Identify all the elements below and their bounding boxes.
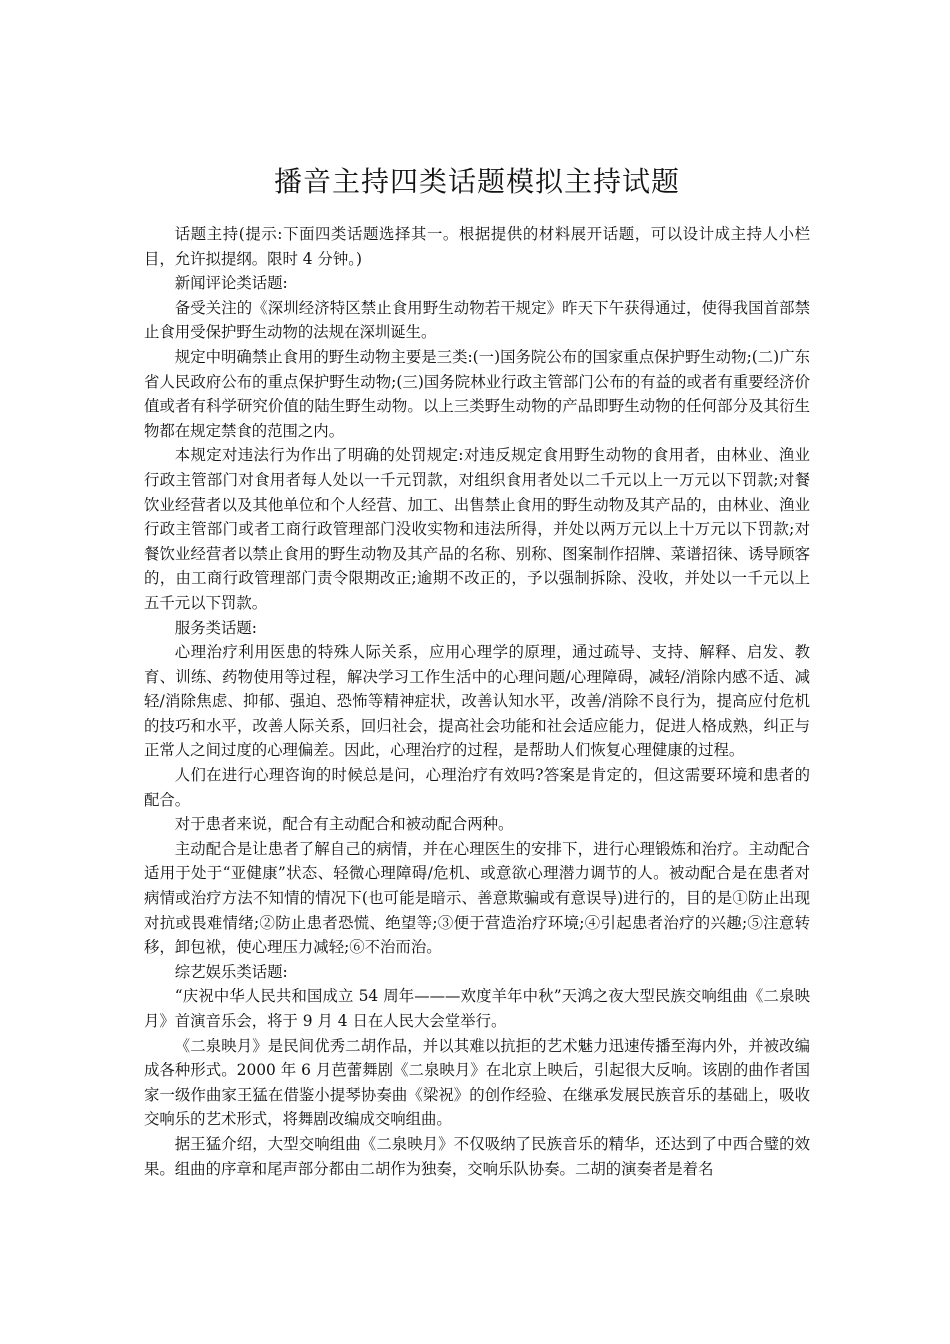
paragraph-service-therapy: 心理治疗利用医患的特殊人际关系，应用心理学的原理，通过疏导、支持、解释、启发、教育、训练、药物使用等过程，解决学习工作生活中的心理问题/心理障碍，减轻/消除内感不适、减轻/消除焦虑、抑郁、强迫、恐怖等精神症状，改善认知水平，改善/消除不良行为，提高应付危机的技巧和水平，改善人际关系，回归社会，提高社会功能和社会适应能力，促进人格成熟，纠正与正常人之间过度的心理偏差。因此，心理治疗的过程，是帮助人们恢复心理健康的过程。	[144, 643, 810, 760]
paragraph-service-cooperation: 对于患者来说，配合有主动配合和被动配合两种。	[174, 815, 514, 834]
paragraph-variety-concert: “庆祝中华人民共和国成立 54 周年———欢度羊年中秋”天鸿之夜大型民族交响组曲《二泉映月》首演音乐会，将于 9 月 4 日在人民大会堂举行。	[144, 987, 810, 1030]
paragraph-news-penalties: 本规定对违法行为作出了明确的处罚规定:对违反规定食用野生动物的食用者，由林业、渔业行政主管部门对食用者每人处以一千元罚款，对组织食用者处以二千元以上一万元以下罚款;对餐饮业经营者以及其他单位和个人经营、加工、出售禁止食用的野生动物及其产品的，由林业、渔业行政主管部门或者工商行政管理部门没收实物和违法所得，并处以两万元以上十万元以下罚款;对餐饮业经营者以禁止食用的野生动物及其产品的名称、别称、图案制作招牌、菜谱招徕、诱导顾客的，由工商行政管理部门责令限期改正;逾期不改正的，予以强制拆除、没收，并处以一千元以上五千元以下罚款。	[144, 446, 810, 612]
document-page	[144, 150, 810, 1181]
paragraph-variety-heading: 综艺娱乐类话题:	[174, 962, 288, 981]
paragraph-service-heading: 服务类话题:	[174, 618, 257, 637]
paragraph-variety-wangmeng: 据王猛介绍，大型交响组曲《二泉映月》不仅吸纳了民族音乐的精华，还达到了中西合璧的效果。组曲的序章和尾声部分都由二胡作为独奏，交响乐队协奏。二胡的演奏者是着名	[144, 1134, 810, 1178]
document-title: 播音主持四类话题模拟主持试题	[273, 165, 680, 198]
paragraph-news-categories: 规定中明确禁止食用的野生动物主要是三类:(一)国务院公布的国家重点保护野生动物;(二)广东省人民政府公布的重点保护野生动物;(三)国务院林业行政主管部门公布的有益的或者有重要经济价值或者有科学研究价值的陆生野生动物。以上三类野生动物的产品即野生动物的任何部分及其衍生物都在规定禁食的范围之内。	[144, 347, 810, 440]
paragraph-service-effect: 人们在进行心理咨询的时候总是问，心理治疗有效吗?答案是肯定的，但这需要环境和患者的配合。	[144, 766, 810, 809]
paragraph-service-active-passive: 主动配合是让患者了解自己的病情，并在心理医生的安排下，进行心理锻炼和治疗。主动配合适用于处于“亚健康”状态、轻微心理障碍/危机、或意欲心理潜力调节的人。被动配合是在患者对病情或治疗方法不知情的情况下(也可能是暗示、善意欺骗或有意误导)进行的，目的是①防止出现对抗或畏难情绪;②防止患者恐慌、绝望等;③便于营造治疗环境;④引起患者治疗的兴趣;⑤注意转移，卸包袱，使心理压力减轻;⑥不治而治。	[144, 839, 810, 957]
paragraph-news-heading: 新闻评论类话题:	[174, 274, 288, 293]
paragraph-instructions: 话题主持(提示:下面四类话题选择其一。根据提供的材料展开话题，可以设计成主持人小栏目，允许拟提纲。限时 4 分钟。)	[144, 225, 810, 268]
paragraph-news-intro: 备受关注的《深圳经济特区禁止食用野生动物若干规定》昨天下午获得通过，使得我国首部禁止食用受保护野生动物的法规在深圳诞生。	[144, 298, 810, 342]
paragraph-variety-erquan: 《二泉映月》是民间优秀二胡作品，并以其难以抗拒的艺术魅力迅速传播至海内外，并被改编成各种形式。2000 年 6 月芭蕾舞剧《二泉映月》在北京上映后，引起很大反响。该剧的曲作者国家一级作曲家王猛在借鉴小提琴协奏曲《梁祝》的创作经验、在继承发展民族音乐的基础上，吸收交响乐的艺术形式，将舞剧改编成交响组曲。	[144, 1036, 810, 1129]
